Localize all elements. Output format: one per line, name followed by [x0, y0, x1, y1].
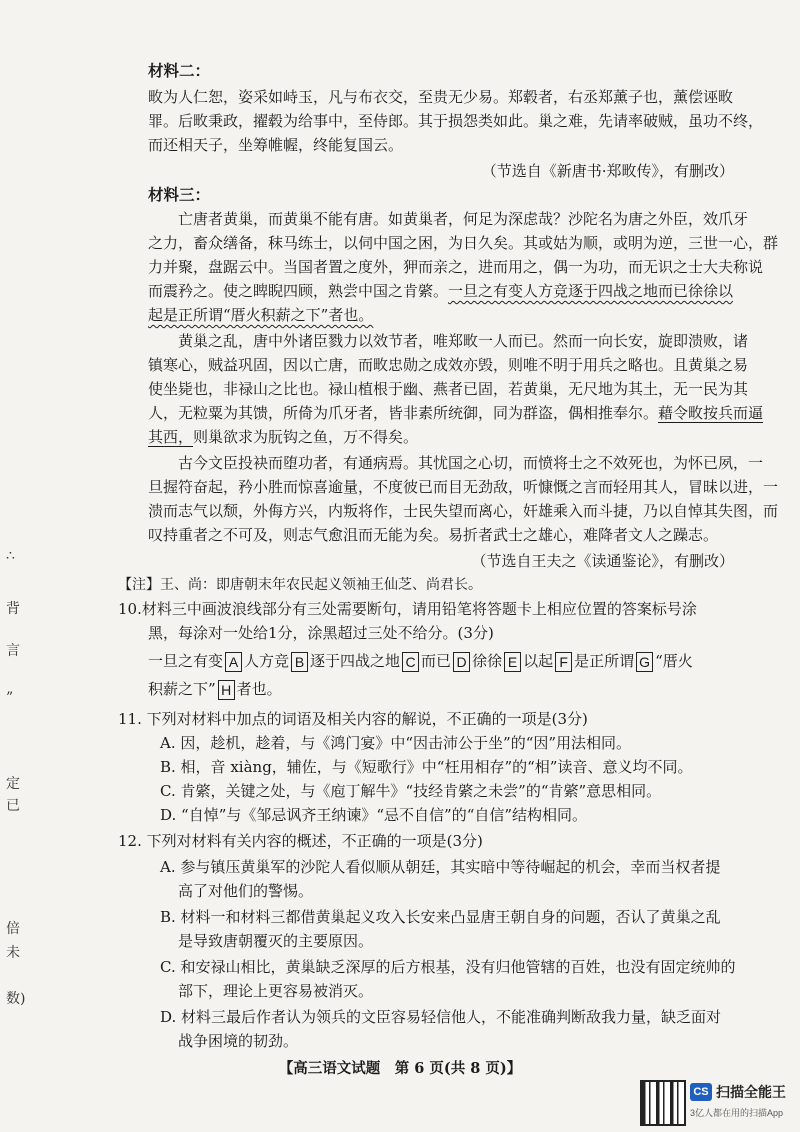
material3-line: 之力，畜众缮备，秣马练士，以伺中国之困，为日久矣。其或姑为顺，或明为逆，三世一心，群	[148, 234, 779, 252]
underlined-text: 其西，	[148, 428, 194, 446]
material3-line	[148, 280, 733, 302]
material3-line: 力并聚，盘踞云中。当国者置之度外，狎而亲之，进而用之，偶一为功，而无识之士大夫称说	[148, 258, 764, 276]
material3-line: 黄巢之乱，唐中外诸臣戮力以效节者，唯郑畋一人而已。然而一向长安，旋即溃败，诸	[178, 332, 749, 350]
q10-segment: 逐于四战之地	[310, 652, 401, 670]
q11-option-d[interactable]: D. “自悼”与《邹忌讽齐王纳谏》“忌不自信”的“自信”结构相同。	[160, 806, 588, 824]
material3-line	[148, 426, 418, 448]
material3-heading: 材料三：	[148, 185, 211, 204]
material3-line	[148, 304, 373, 326]
material3-line: 叹持重者之不可及，则志气愈沮而无能为矣。易折者武士之雄心，难降者文人之躁志。	[148, 526, 719, 544]
q11-option-b[interactable]: B. 相，音 xiàng，辅佐，与《短歌行》中“枉用相存”的“相”读音、意义均不同。	[160, 758, 693, 776]
wavy-underlined-text: 起是正所谓“厝火积薪之下”者也。	[148, 306, 374, 324]
q12-option-b-cont: 是导致唐朝覆灭的主要原因。	[178, 932, 374, 950]
q12-option-a-cont: 高了对他们的警惕。	[178, 882, 314, 900]
q10-label-box[interactable]: C	[402, 652, 419, 672]
q10-segment: 是正所谓	[574, 652, 635, 670]
margin-char: 言	[6, 643, 20, 659]
material2-line: 而还相天子，坐筹帷幄，终能复国云。	[148, 136, 404, 154]
material3-line: 亡唐者黄巢，而黄巢不能有唐。如黄巢者，何足为深虑哉？沙陀名为唐之外臣，效爪牙	[178, 210, 749, 228]
material3-source: （节选自王夫之《读通鉴论》，有删改）	[471, 552, 734, 570]
margin-char: ”	[6, 690, 14, 706]
q10-label-box[interactable]: A	[225, 652, 242, 672]
q10-segment: 而已	[421, 652, 452, 670]
material3-line: 古今文臣投袂而堕功者，有通病焉。其忧国之心切，而愤将士之不效死也，为怀已夙，一	[178, 454, 764, 472]
wavy-underlined-text: 一旦之有变人方竞逐于四战之地而已徐徐以	[448, 282, 734, 300]
material3-line	[148, 402, 763, 424]
q10-segment: 者也。	[236, 680, 282, 698]
q10-label-box[interactable]: G	[636, 652, 653, 672]
q12-stem: 12. 下列对材料有关内容的概述，不正确的一项是(3分)	[118, 832, 483, 850]
camscanner-logo-icon: CS	[690, 1083, 712, 1101]
plain-text: 人，无粒粟为其馈，所倚为爪牙者，皆非素所统御，同为群盗，偶相推奉尔。	[148, 404, 659, 422]
scanner-app-name: 扫描全能王	[716, 1084, 786, 1100]
q12-option-a[interactable]: A. 参与镇压黄巢军的沙陀人看似顺从朝廷，其实暗中等待崛起的机会，幸而当权者提	[160, 858, 721, 876]
underlined-text: 藉令畋按兵而逼	[658, 404, 764, 422]
q10-stem: 10.材料三中画波浪线部分有三处需要断句，请用铅笔将答题卡上相应位置的答案标号涂	[118, 600, 697, 618]
q10-segment: 人方竞	[244, 652, 290, 670]
q10-segment: 一旦之有变	[148, 652, 224, 670]
footnote: 【注】王、尚：即唐朝末年农民起义领袖王仙芝、尚君长。	[118, 577, 482, 593]
material3-line: 镇寒心，贼益巩固，因以亡唐，而畋忠勋之成效亦毁，则唯不明于用兵之略也。且黄巢之易	[148, 356, 749, 374]
q10-segment: “厝火	[655, 652, 693, 670]
q10-answer-line	[148, 678, 282, 700]
margin-char: 背	[6, 601, 20, 617]
material3-line: 旦握符奋起，矜小胜而惊喜逾量，不度彼已而目无劲敌，听慷慨之言而轻用其人，冒昧以进，一	[148, 478, 779, 496]
material2-source: （节选自《新唐书·郑畋传》，有删改）	[481, 162, 734, 180]
q11-stem: 11. 下列对材料中加点的词语及相关内容的解说，不正确的一项是(3分)	[118, 710, 588, 728]
q12-option-d-cont: 战争困境的韧劲。	[178, 1032, 299, 1050]
material2-heading: 材料二：	[148, 61, 211, 80]
margin-char: 已	[6, 798, 20, 814]
plain-text: 则巢欲求为朊钩之鱼，万不得矣。	[193, 428, 419, 446]
q10-label-box[interactable]: B	[291, 652, 308, 672]
q12-option-c[interactable]: C. 和安禄山相比，黄巢缺乏深厚的后方根基，没有归他管辖的百姓，也没有固定统帅的	[160, 958, 736, 976]
q10-stem: 黑，每涂对一处给1分，涂黑超过三处不给分。(3分)	[148, 624, 494, 642]
material2-line: 畋为人仁恕，姿采如峙玉，凡与布衣交，至贵无少易。郑毂者，右丞郑薰子也，薰偿诬畋	[148, 88, 734, 106]
q10-label-box[interactable]: D	[453, 652, 470, 672]
material3-line: 溃而志气以颓，外侮方兴，内叛将作，士民失望而离心，奸雄乘入而斗捷，乃以自悼其失图，而	[148, 502, 779, 520]
qr-code-icon	[640, 1080, 686, 1126]
q10-answer-line	[148, 650, 693, 672]
q11-option-a[interactable]: A. 因，趁机，趁着，与《鸿门宴》中“因击沛公于坐”的“因”用法相同。	[160, 734, 632, 752]
margin-char: ∴	[6, 548, 15, 564]
q12-option-d[interactable]: D. 材料三最后作者认为领兵的文臣容易轻信他人，不能准确判断敌我力量，缺乏面对	[160, 1008, 722, 1026]
material3-line: 使坐毙也，非禄山之比也。禄山植根于幽、燕者已固，若黄巢，无尺地为其土，无一民为其	[148, 380, 749, 398]
q10-segment: 徐徐	[472, 652, 503, 670]
margin-char: 定	[6, 776, 20, 792]
plain-text: 而震矜之。使之睥睨四顾，熟尝中国之肯綮。	[148, 282, 449, 300]
page-footer: 【高三语文试题 第 6 页(共 8 页)】	[278, 1060, 522, 1077]
q10-label-box[interactable]: E	[504, 652, 521, 672]
margin-char: 倍	[6, 921, 20, 937]
q12-option-b[interactable]: B. 材料一和材料三都借黄巢起义攻入长安来凸显唐王朝自身的问题，否认了黄巢之乱	[160, 908, 721, 926]
scanner-tagline: 3亿人都在用的扫描App	[690, 1108, 784, 1118]
q10-label-box[interactable]: H	[218, 680, 235, 700]
q11-option-c[interactable]: C. 肯綮，关键之处，与《庖丁解牛》“技经肯綮之未尝”的“肯綮”意思相同。	[160, 782, 662, 800]
material2-line: 罪。后畋秉政，擢毂为给事中，至侍郎。其于损怨类如此。巢之难，先请率破贼，虽功不终，	[148, 112, 764, 130]
margin-char: 未	[6, 945, 20, 961]
q10-segment: 积薪之下”	[148, 680, 216, 698]
q12-option-c-cont: 部下，理论上更容易被消灭。	[178, 982, 374, 1000]
q10-label-box[interactable]: F	[555, 652, 572, 672]
q10-segment: 以起	[523, 652, 554, 670]
margin-char: 数)	[6, 991, 26, 1007]
